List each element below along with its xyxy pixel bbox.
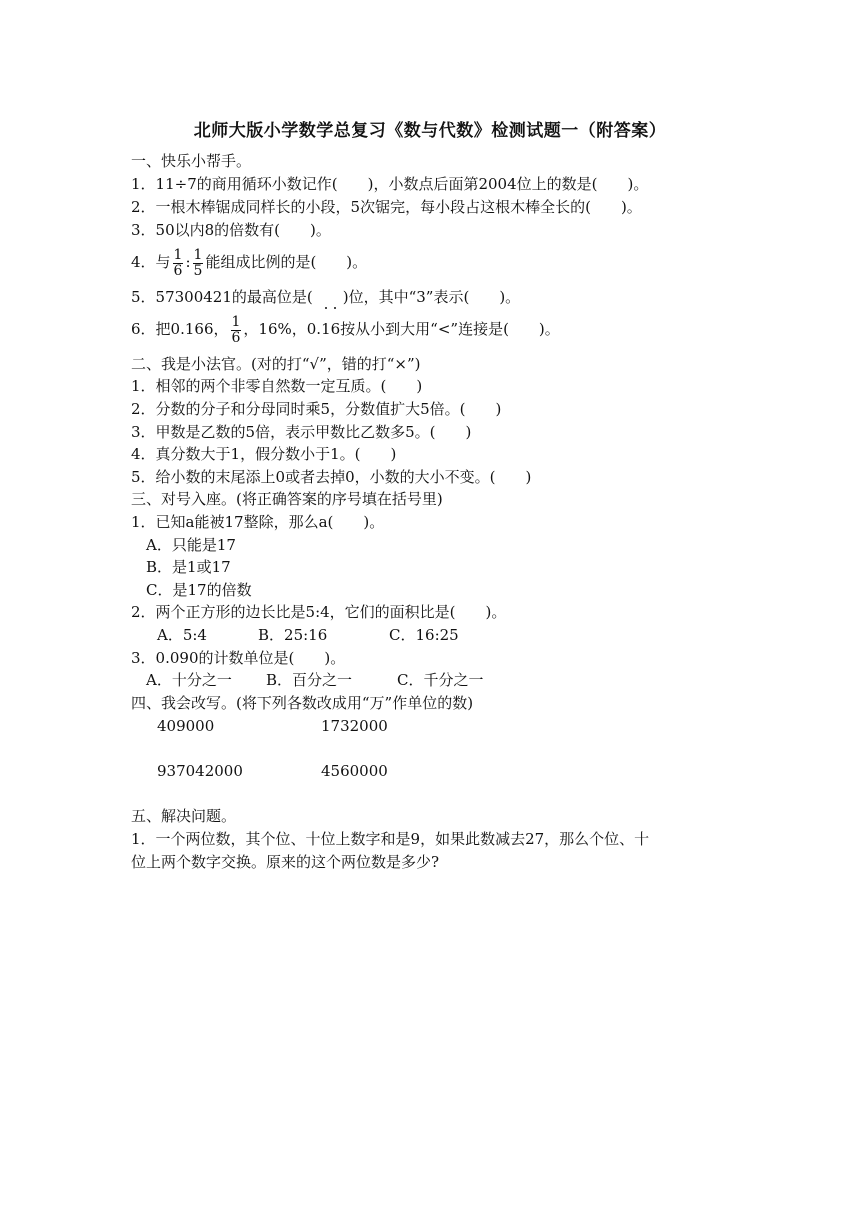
option-3-3-c: C．千分之一 (397, 671, 484, 689)
question-1-3: 3．50以内8的倍数有( )。 (131, 221, 331, 239)
option-3-2-c: C．16:25 (389, 626, 459, 644)
question-1-5: 5．57300421的最高位是( )位，其中“3”表示( )。 (131, 288, 521, 306)
question-3-2: 2．两个正方形的边长比是5:4，它们的面积比是( )。 (131, 603, 507, 621)
fraction-one-sixth: $\frac{1}{6}$ (173, 246, 183, 279)
number-937042000: 937042000 (157, 762, 243, 780)
page-title: 北师大版小学数学总复习《数与代数》检测试题一（附答案） (193, 121, 667, 141)
option-3-1-b: B．是1或17 (146, 558, 231, 576)
option-3-2-a: A．5:4 (157, 626, 207, 644)
section-5-heading: 五、解决问题。 (131, 807, 237, 825)
number-1732000: 1732000 (321, 717, 388, 735)
option-3-1-a: A．只能是17 (146, 536, 236, 554)
question-1-4-pre: 4．与 (131, 253, 171, 271)
section-3-heading: 三、对号入座。(将正确答案的序号填在括号里) (131, 490, 443, 508)
section-1-heading: 一、快乐小帮手。 (131, 152, 252, 170)
option-3-3-b: B．百分之一 (266, 671, 353, 689)
ratio-colon: : (185, 253, 191, 271)
question-5-1-line-1: 1．一个两位数，其个位、十位上数字和是9，如果此数减去27，那么个位、十 (131, 830, 650, 848)
question-2-2: 2．分数的分子和分母同时乘5，分数值扩大5倍。( ) (131, 400, 502, 418)
question-2-3: 3．甲数是乙数的5倍，表示甲数比乙数多5。( ) (131, 423, 472, 441)
fraction-one-sixth: $\frac{1}{6}$ (231, 313, 241, 346)
number-409000: 409000 (157, 717, 215, 735)
question-2-4: 4．真分数大于1，假分数小于1。( ) (131, 445, 397, 463)
question-2-5: 5．给小数的末尾添上0或者去掉0，小数的大小不变。( ) (131, 468, 532, 486)
section-2-heading: 二、我是小法官。(对的打“√”，错的打“×”) (131, 355, 421, 373)
section-4-heading: 四、我会改写。(将下列各数改成用“万”作单位的数) (131, 694, 474, 712)
question-5-1-line-2: 位上两个数字交换。原来的这个两位数是多少? (131, 853, 440, 871)
question-1-6-post: 按从小到大用“<”连接是( )。 (340, 320, 560, 338)
question-1-4-post: 能组成比例的是( )。 (205, 253, 368, 271)
option-3-1-c: C．是17的倍数 (146, 581, 252, 599)
repeating-digit: 1 (321, 313, 331, 345)
question-3-1: 1．已知a能被17整除，那么a( )。 (131, 513, 385, 531)
question-1-1: 1．11÷7的商用循环小数记作( )，小数点后面第2004位上的数是( )。 (131, 175, 649, 193)
number-4560000: 4560000 (321, 762, 388, 780)
question-1-6-pre: 6．把0.166， (131, 320, 229, 338)
option-3-3-a: A．十分之一 (146, 671, 232, 689)
question-1-4 (131, 246, 367, 279)
repeat-dot (334, 307, 336, 309)
question-1-2: 2．一根木棒锯成同样长的小段，5次锯完，每小段占这根木棒全长的( )。 (131, 198, 642, 216)
option-3-2-b: B．25:16 (258, 626, 328, 644)
repeat-dot (325, 307, 327, 309)
question-1-6-mid: ，16%，0. (243, 320, 322, 338)
repeating-digit: 6 (331, 313, 341, 345)
question-2-1: 1．相邻的两个非零自然数一定互质。( ) (131, 377, 423, 395)
question-1-6 (131, 313, 560, 346)
fraction-one-fifth: $\frac{1}{5}$ (193, 246, 203, 279)
question-3-3: 3．0.090的计数单位是( )。 (131, 649, 346, 667)
